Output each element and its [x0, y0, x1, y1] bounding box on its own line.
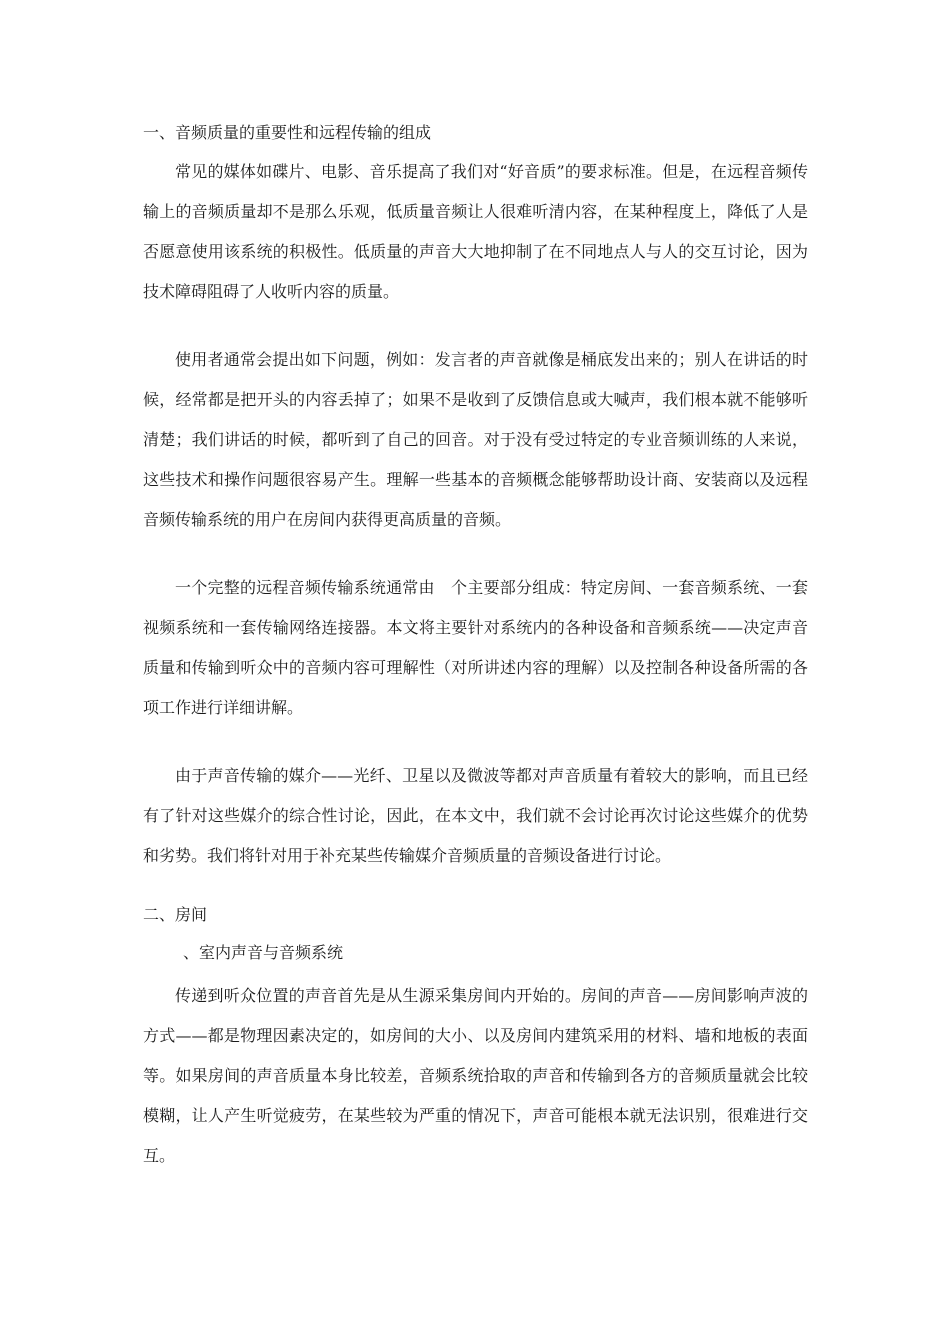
section-heading: 一、音频质量的重要性和远程传输的组成	[143, 123, 432, 142]
body-paragraph: 由于声音传输的媒介——光纤、卫星以及微波等都对声音质量有着较大的影响，而且已经有了针对这些媒介的综合性讨论，因此，在本文中，我们就不会讨论再次讨论这些媒介的优势和劣势。我们将针对用于补充某些传输媒介音频质量的音频设备进行讨论。	[143, 766, 808, 865]
document-page	[143, 118, 808, 1176]
body-paragraph: 传递到听众位置的声音首先是从生源采集房间内开始的。房间的声音——房间影响声波的方式——都是物理因素决定的，如房间的大小、以及房间内建筑采用的材料、墙和地板的表面等。如果房间的声音质量本身比较差，音频系统拾取的声音和传输到各方的音频质量就会比较模糊，让人产生听觉疲劳，在某些较为严重的情况下，声音可能根本就无法识别，很难进行交互。	[143, 986, 808, 1165]
subsection-heading: 、室内声音与音频系统	[183, 943, 344, 962]
body-paragraph: 一个完整的远程音频传输系统通常由 个主要部分组成：特定房间、一套音频系统、一套视频系统和一套传输网络连接器。本文将主要针对系统内的各种设备和音频系统——决定声音质量和传输到听众中的音频内容可理解性（对所讲述内容的理解）以及控制各种设备所需的各项工作进行详细讲解。	[143, 578, 808, 717]
body-paragraph: 使用者通常会提出如下问题，例如：发言者的声音就像是桶底发出来的；别人在讲话的时候，经常都是把开头的内容丢掉了；如果不是收到了反馈信息或大喊声，我们根本就不能够听清楚；我们讲话的时候，都听到了自己的回音。对于没有受过特定的专业音频训练的人来说，这些技术和操作问题很容易产生。理解一些基本的音频概念能够帮助设计商、安装商以及远程音频传输系统的用户在房间内获得更高质量的音频。	[143, 350, 808, 529]
section-heading: 二、房间	[143, 905, 208, 924]
body-paragraph: 常见的媒体如碟片、电影、音乐提高了我们对“好音质”的要求标准。但是，在远程音频传输上的音频质量却不是那么乐观，低质量音频让人很难听清内容，在某种程度上，降低了人是否愿意使用该系统的积极性。低质量的声音大大地抑制了在不同地点人与人的交互讨论，因为技术障碍阻碍了人收听内容的质量。	[143, 162, 808, 301]
